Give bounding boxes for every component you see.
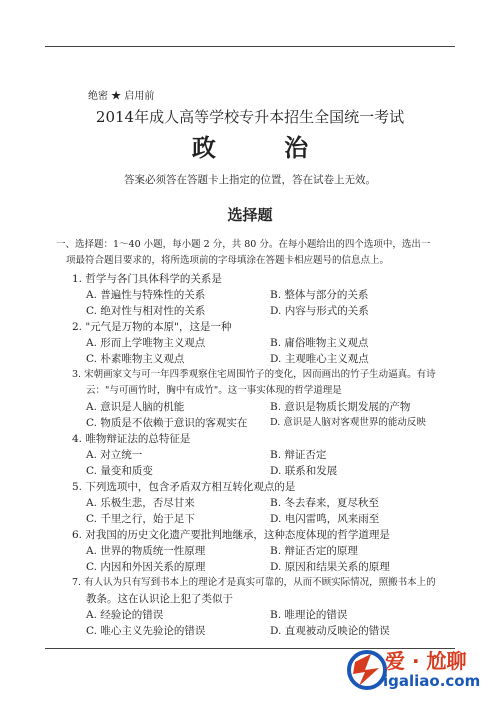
question-4-option-c: C. 量变和质变 [86, 465, 153, 477]
question-5-stem: 5. 下列选项中，包含矛盾双方相互转化观点的是 [72, 481, 296, 493]
question-1-stem: 1. 哲学与各门具体科学的关系是 [72, 273, 222, 285]
question-7-option-d: D. 直观被动反映论的错误 [270, 625, 390, 637]
section-heading: 选择题 [227, 206, 273, 224]
question-3-option-d: D. 意识是人脑对客观世界的能动反映 [270, 417, 426, 428]
watermark-name: 爱 · 尬聊 [385, 649, 467, 673]
question-7-option-a: A. 经验论的错误 [86, 609, 164, 621]
question-2-option-b: B. 庸俗唯物主义观点 [270, 337, 369, 349]
question-3-option-b: B. 意识是物质长期发展的产物 [270, 401, 411, 413]
question-7-option-c: C. 唯心主义先验论的错误 [86, 625, 206, 637]
question-6-option-d: D. 原因和结果关系的原理 [270, 561, 390, 573]
top-rule [45, 46, 455, 47]
question-3-stem-line-2: 云："与可画竹时，胸中有成竹"。这一事实体现的哲学道理是 [86, 385, 342, 396]
instructions-line-1: 一、选择题：1～40 小题，每小题 2 分，共 80 分。在每小题给出的四个选项中，选出一 [56, 239, 431, 250]
question-2-option-c: C. 朴素唯物主义观点 [86, 353, 185, 365]
question-5-option-b: B. 冬去春来，夏尽秋至 [270, 497, 379, 509]
question-1-option-a: A. 普遍性与特殊性的关系 [86, 289, 206, 301]
question-3-option-a: A. 意识是人脑的机能 [86, 401, 185, 413]
question-6-option-b: B. 辩证否定的原理 [270, 545, 358, 557]
question-2-option-d: D. 主观唯心主义观点 [270, 353, 369, 365]
answer-note: 答案必须答在答题卡上指定的位置，答在试卷上无效。 [124, 174, 376, 186]
question-2-option-a: A. 形而上学唯物主义观点 [86, 337, 206, 349]
question-7-stem-line-1: 7. 有人认为只有写到书本上的理论才是真实可靠的，从而不顾实际情况，照搬书本上的 [72, 577, 436, 588]
question-7-stem-line-2: 教条。这在认识论上犯了类似于 [86, 593, 233, 605]
question-1-option-c: C. 绝对性与相对性的关系 [86, 305, 206, 317]
question-3-option-c: C. 物质是不依赖于意识的客观实在 [86, 417, 248, 429]
question-6-stem: 6. 对我国的历史文化遗产要批判地继承，这种态度体现的哲学道理是 [72, 529, 390, 541]
subject-title: 政 治 [191, 133, 339, 162]
question-4-option-d: D. 联系和发展 [270, 465, 338, 477]
question-4-option-b: B. 辩证否定 [270, 449, 327, 461]
instructions-line-2: 项最符合题目要求的，将所选项前的字母填涂在答题卡相应题号的信息点上。 [66, 255, 390, 266]
question-1-option-b: B. 整体与部分的关系 [270, 289, 369, 301]
question-4-option-a: A. 对立统一 [86, 449, 143, 461]
exam-title: 2014年成人高等学校专升本招生全国统一考试 [95, 108, 405, 126]
question-5-option-a: A. 乐极生悲，否尽甘来 [86, 497, 195, 509]
question-6-option-a: A. 世界的物质统一性原理 [86, 545, 206, 557]
question-7-option-b: B. 唯理论的错误 [270, 609, 348, 621]
question-5-option-d: D. 电闪雷鸣，风来雨至 [270, 513, 380, 525]
confidential-label: 绝密 ★ 启用前 [88, 91, 155, 102]
question-4-stem: 4. 唯物辩证法的总特征是 [72, 433, 191, 445]
question-2-stem: 2. "元气是万物的本原"，这是一种 [72, 321, 232, 333]
question-6-option-c: C. 内因和外因关系的原理 [86, 561, 206, 573]
question-5-option-c: C. 千里之行，始于足下 [86, 513, 195, 525]
question-3-stem-line-1: 3. 宋朝画家文与可一年四季观察住宅周围竹子的变化，因而画出的竹子生动逼真。有诗 [72, 369, 436, 380]
watermark-url: igaliao.com [383, 672, 481, 690]
question-1-option-d: D. 内容与形式的关系 [270, 305, 369, 317]
